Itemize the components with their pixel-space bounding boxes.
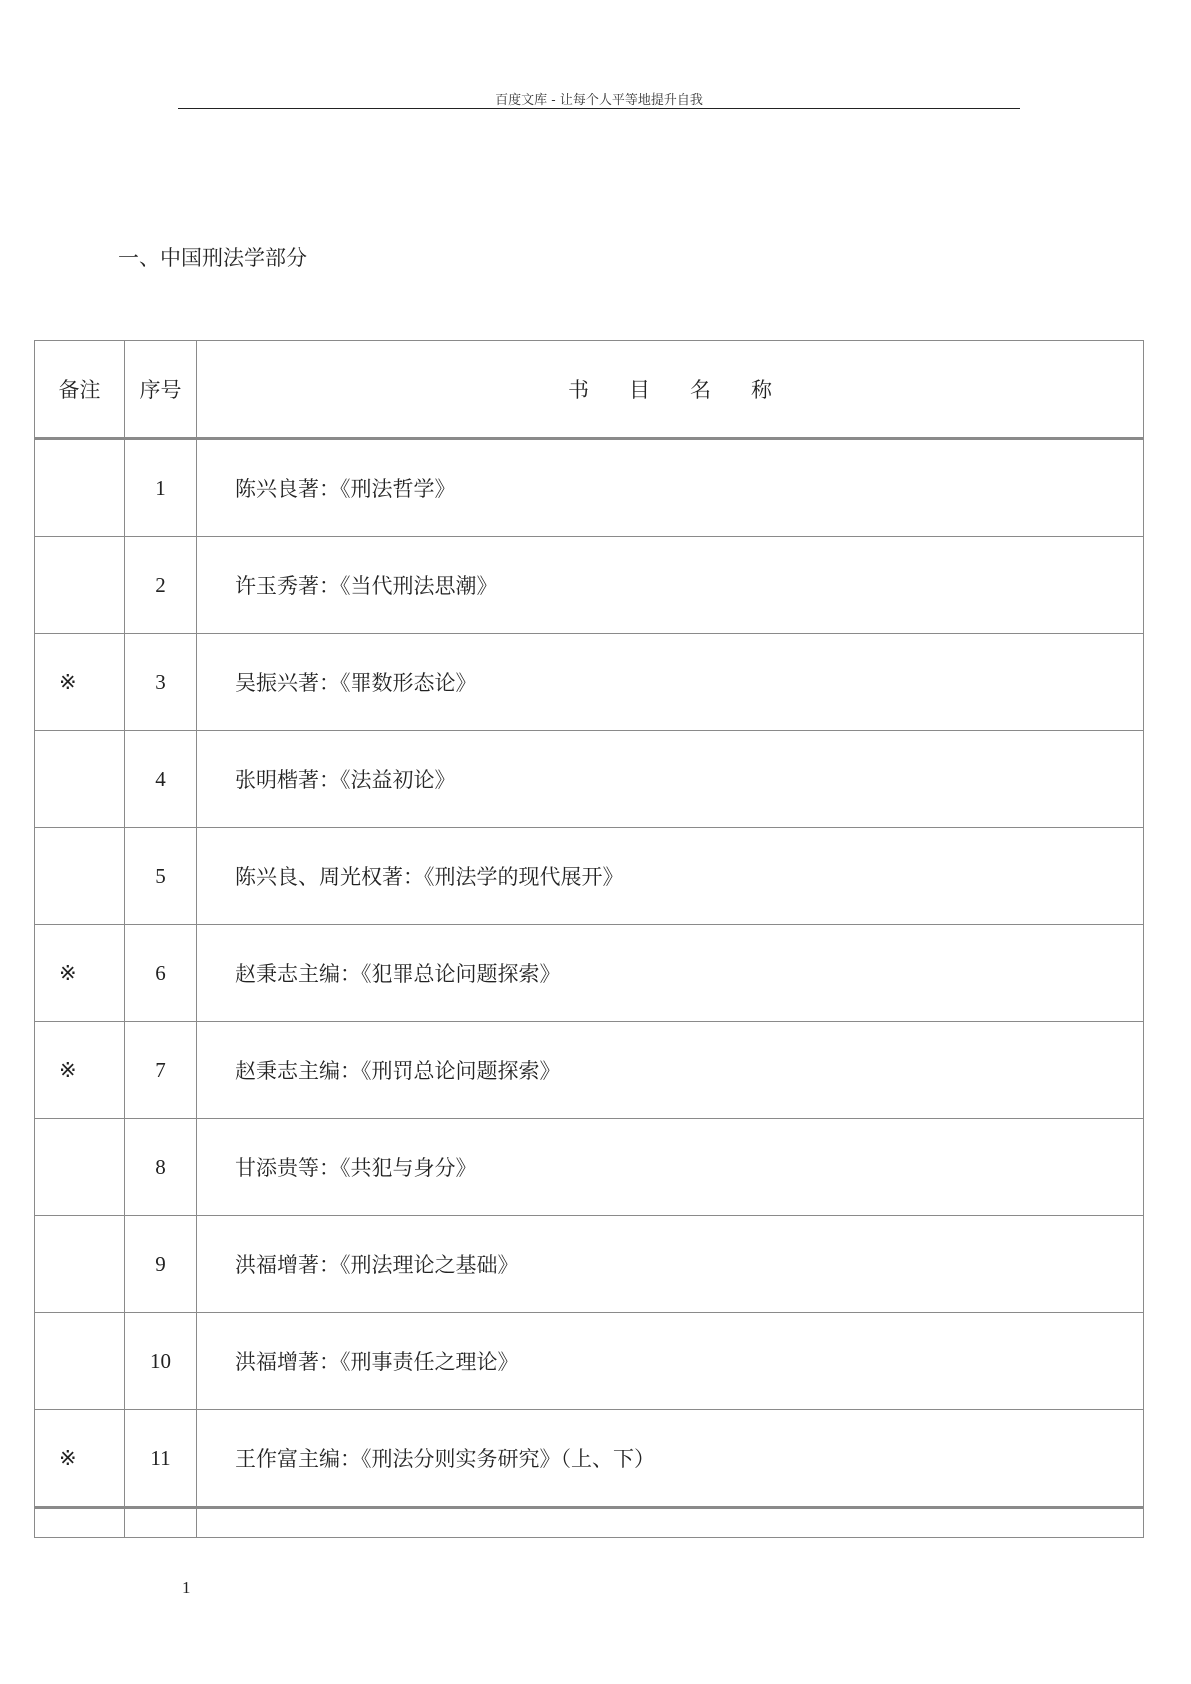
page-header: [178, 88, 1020, 109]
book-title-cell: 甘添贵等：《共犯与身分》: [197, 1119, 1144, 1216]
book-title-cell: 洪福增著：《刑法理论之基础》: [197, 1216, 1144, 1313]
note-cell: [35, 828, 125, 925]
table-row: [35, 1216, 1144, 1313]
seq-cell: 11: [125, 1410, 197, 1508]
page-number: 1: [182, 1578, 191, 1597]
note-cell: [35, 731, 125, 828]
table-row: [35, 1410, 1144, 1508]
note-cell: ※: [35, 925, 125, 1022]
table-row-continued: [35, 1508, 1144, 1538]
table-row: [35, 731, 1144, 828]
book-title-cell: 张明楷著：《法益初论》: [197, 731, 1144, 828]
note-cell: [35, 439, 125, 537]
note-cell: ※: [35, 1410, 125, 1508]
note-cell: [35, 1313, 125, 1410]
seq-cell: 9: [125, 1216, 197, 1313]
note-cell: ※: [35, 634, 125, 731]
seq-cell: 5: [125, 828, 197, 925]
table-row: [35, 439, 1144, 537]
table-row: [35, 828, 1144, 925]
empty-cell: [125, 1508, 197, 1538]
column-header-seq: 序号: [125, 341, 197, 439]
book-title-cell: 赵秉志主编：《犯罪总论问题探索》: [197, 925, 1144, 1022]
table-row: [35, 1313, 1144, 1410]
column-header-note: 备注: [35, 341, 125, 439]
seq-cell: 10: [125, 1313, 197, 1410]
column-header-title: 书目名称: [197, 341, 1144, 439]
book-title-cell: 陈兴良著：《刑法哲学》: [197, 439, 1144, 537]
note-cell: ※: [35, 1022, 125, 1119]
note-cell: [35, 1119, 125, 1216]
book-title-cell: 陈兴良、周光权著：《刑法学的现代展开》: [197, 828, 1144, 925]
table-body: [35, 439, 1144, 1538]
table-row: [35, 925, 1144, 1022]
page-header-text: 百度文库 - 让每个人平等地提升自我: [495, 93, 703, 108]
note-cell: [35, 1216, 125, 1313]
seq-cell: 6: [125, 925, 197, 1022]
table-row: [35, 1119, 1144, 1216]
table-row: [35, 537, 1144, 634]
seq-cell: 8: [125, 1119, 197, 1216]
seq-cell: 3: [125, 634, 197, 731]
book-list-table: [34, 340, 1144, 1538]
seq-cell: 2: [125, 537, 197, 634]
book-title-cell: 赵秉志主编：《刑罚总论问题探索》: [197, 1022, 1144, 1119]
book-title-cell: 吴振兴著：《罪数形态论》: [197, 634, 1144, 731]
table-row: [35, 1022, 1144, 1119]
seq-cell: 1: [125, 439, 197, 537]
section-title: 一、中国刑法学部分: [118, 246, 307, 270]
seq-cell: 4: [125, 731, 197, 828]
empty-cell: [35, 1508, 125, 1538]
book-title-cell: 洪福增著：《刑事责任之理论》: [197, 1313, 1144, 1410]
table-row: [35, 634, 1144, 731]
book-title-cell: 许玉秀著：《当代刑法思潮》: [197, 537, 1144, 634]
table-header-row: [35, 341, 1144, 439]
empty-cell: [197, 1508, 1144, 1538]
note-cell: [35, 537, 125, 634]
seq-cell: 7: [125, 1022, 197, 1119]
book-title-cell: 王作富主编：《刑法分则实务研究》（上、下）: [197, 1410, 1144, 1508]
